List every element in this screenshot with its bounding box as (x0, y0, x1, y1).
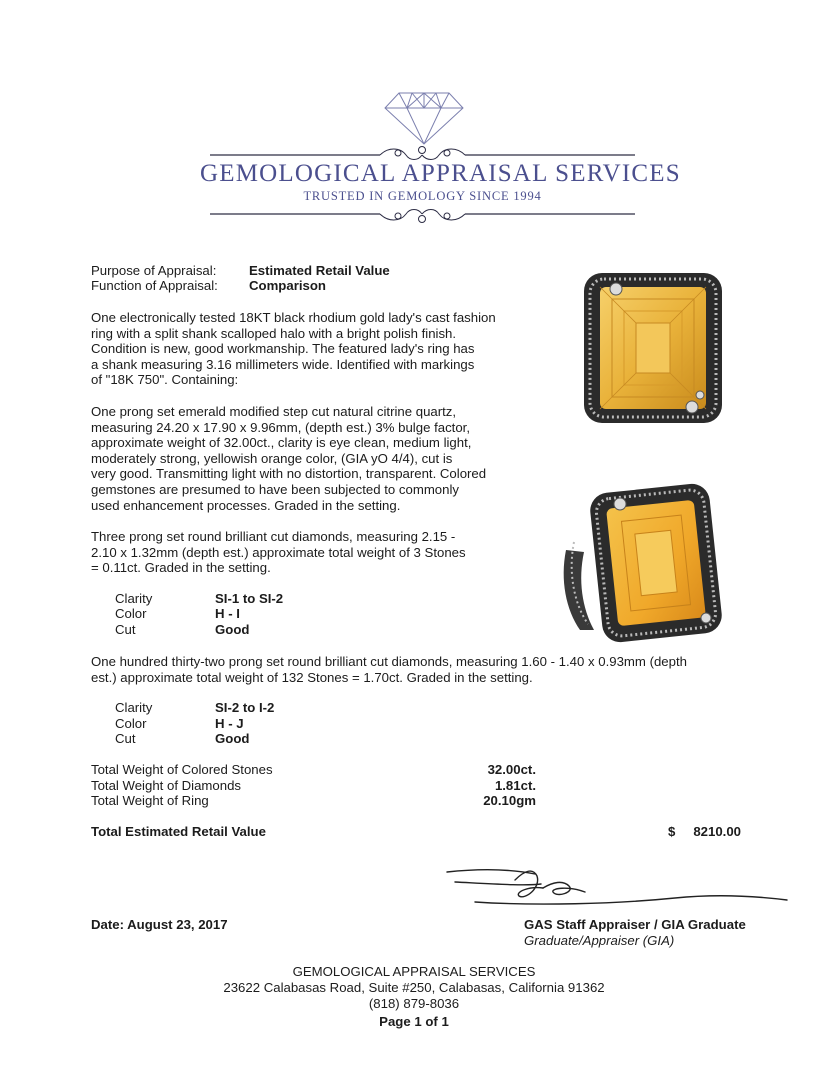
purpose-value: Estimated Retail Value (249, 263, 390, 278)
page-number: Page 1 of 1 (379, 1014, 449, 1029)
company-tagline: TRUSTED IN GEMOLOGY SINCE 1994 (303, 189, 542, 203)
grade2-cut-value: Good (215, 731, 250, 746)
diamonds-132-description: One hundred thirty-two prong set round brilliant cut diamonds, measuring 1.60 - 1.40 x 0.93mm (depth est.) approximate total weight of 132 Stones = 1.70ct. Graded in the setting. (91, 654, 687, 685)
function-value: Comparison (249, 278, 326, 293)
footer-address: 23622 Calabasas Road, Suite #250, Calabasas, California 91362 (223, 980, 605, 995)
grade2-clarity-label: Clarity (115, 700, 153, 715)
total-ring-value: 20.10gm (483, 793, 536, 808)
grade2-color-label: Color (115, 716, 147, 731)
retail-label: Total Estimated Retail Value (91, 824, 266, 839)
appraisal-date: Date: August 23, 2017 (91, 917, 228, 932)
ring-top-view-image (580, 267, 726, 427)
grade2-color-value: H - J (215, 716, 244, 731)
appraiser-subtitle: Graduate/Appraiser (GIA) (524, 933, 675, 948)
grade2-cut-label: Cut (115, 731, 136, 746)
grade1-color-value: H - I (215, 606, 240, 621)
header-bottom-ornament (210, 203, 635, 225)
footer-company: GEMOLOGICAL APPRAISAL SERVICES (292, 964, 536, 979)
grade1-clarity-value: SI-1 to SI-2 (215, 591, 284, 606)
total-colored-label: Total Weight of Colored Stones (91, 762, 273, 777)
company-title: GEMOLOGICAL APPRAISAL SERVICES (200, 160, 681, 187)
retail-currency: $ (668, 824, 676, 839)
ring-side-view-image (560, 480, 725, 650)
total-diamonds-label: Total Weight of Diamonds (91, 778, 242, 793)
grade2-clarity-value: SI-2 to I-2 (215, 700, 275, 715)
diamond-logo-icon (383, 90, 465, 146)
grade1-cut-value: Good (215, 622, 250, 637)
total-colored-value: 32.00ct. (487, 762, 536, 777)
appraiser-signature (445, 862, 790, 912)
total-ring-label: Total Weight of Ring (91, 793, 209, 808)
diamonds-3-description: Three prong set round brilliant cut diamonds, measuring 2.15 - 2.10 x 1.32mm (depth est.) approximate total weight of 3 Stones = 0.11ct. Graded in the setting. (91, 529, 466, 576)
item-description: One electronically tested 18KT black rhodium gold lady's cast fashion ring with a split shank scalloped halo with a bright polish finish. Condition is new, good workmanship. The featured lady's ring has a shank measuring 3.16 millimeters wide. Identified with markings of "18K 750". Containing: (91, 310, 496, 388)
retail-amount: 8210.00 (693, 824, 741, 839)
function-label: Function of Appraisal: (91, 278, 218, 293)
appraiser-title: GAS Staff Appraiser / GIA Graduate (524, 917, 746, 932)
grade1-clarity-label: Clarity (115, 591, 153, 606)
grade1-color-label: Color (115, 606, 147, 621)
citrine-description: One prong set emerald modified step cut natural citrine quartz, measuring 24.20 x 17.90 x 9.96mm, (depth est.) 3% bulge factor, approximate weight of 32.00ct., clarity is eye clean, medium light, moderately strong, yellowish orange color, (GIA yO 4/4), cut is very good. Transmitting light with no distortion, transparent. Colored gemstones are presumed to have been subjected to commonly used enhancement processes. Graded in the setting. (91, 404, 487, 513)
purpose-label: Purpose of Appraisal: (91, 263, 217, 278)
total-diamonds-value: 1.81ct. (494, 778, 536, 793)
footer-phone: (818) 879-8036 (368, 996, 460, 1011)
grade1-cut-label: Cut (115, 622, 136, 637)
